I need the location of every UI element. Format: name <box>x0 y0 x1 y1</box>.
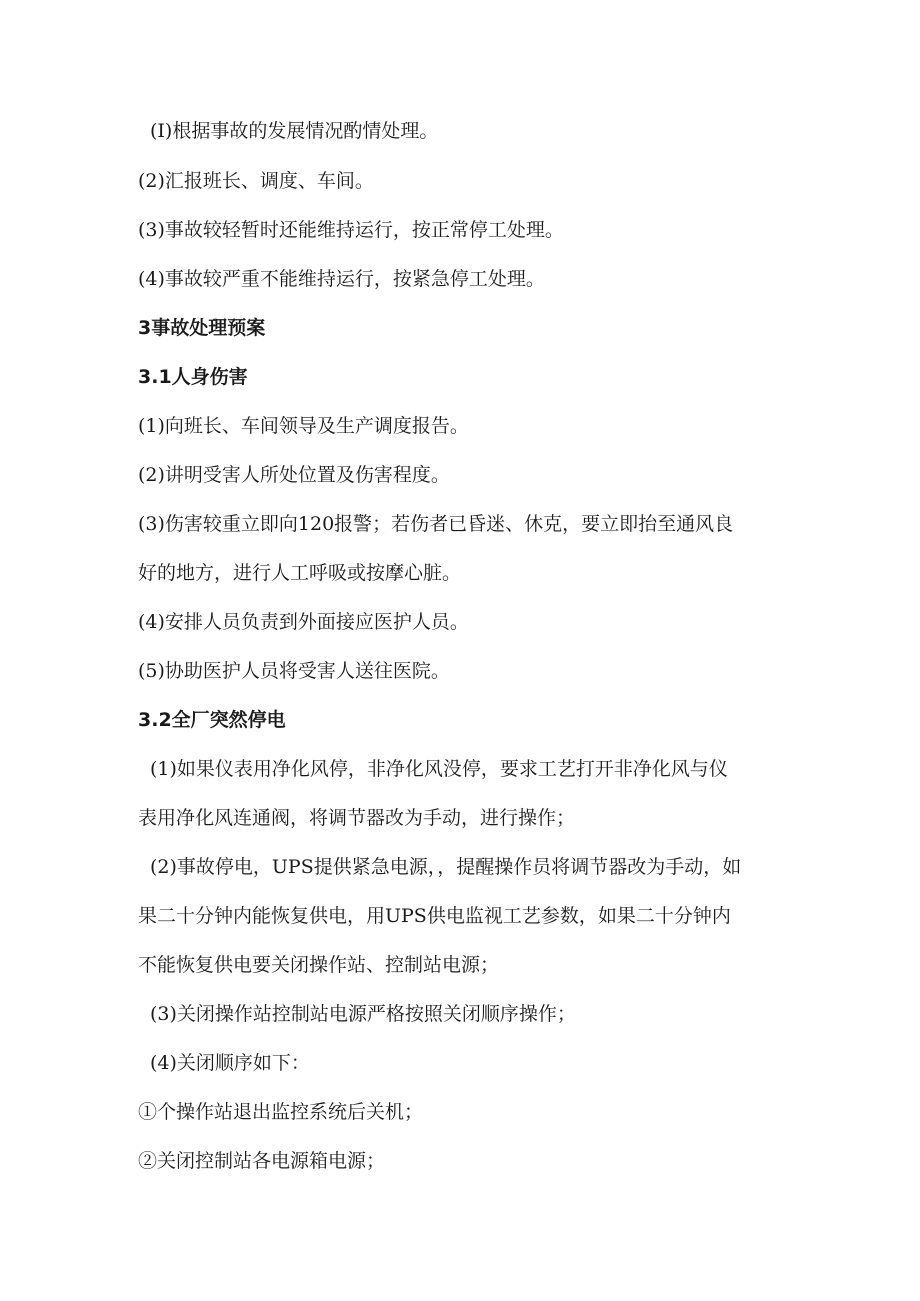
list-item: (2)事故停电，UPS提供紧急电源，，提醒操作员将调节器改为手动，如 <box>150 856 742 878</box>
list-item: (4)安排人员负责到外面接应医护人员。 <box>138 611 469 633</box>
list-item-continuation: 不能恢复供电要关闭操作站、控制站电源； <box>138 954 500 976</box>
list-item-continuation: 好的地方，进行人工呼吸或按摩心脏。 <box>138 562 462 584</box>
list-item: (5)协助医护人员将受害人送往医院。 <box>138 660 450 682</box>
subsection-heading: 3.2全厂突然停电 <box>138 709 286 731</box>
list-item: (3)关闭操作站控制站电源严格按照关闭顺序操作； <box>150 1003 576 1025</box>
list-item: ①个操作站退出监控系统后关机； <box>138 1101 424 1123</box>
list-item: (2)讲明受害人所处位置及伤害程度。 <box>138 464 450 486</box>
subsection-heading: 3.1人身伤害 <box>138 366 248 388</box>
list-item: (3)伤害较重立即向120报警；若伤者已昏迷、休克，要立即抬至通风良 <box>138 513 734 535</box>
list-item: (3)事故较轻暂时还能维持运行，按正常停工处理。 <box>138 219 564 241</box>
section-heading: 3事故处理预案 <box>138 317 266 339</box>
list-item-continuation: 果二十分钟内能恢复供电，用UPS供电监视工艺参数，如果二十分钟内 <box>138 905 731 927</box>
list-item: (4)关闭顺序如下： <box>150 1052 310 1074</box>
list-item-continuation: 表用净化风连通阀，将调节器改为手动，进行操作； <box>138 807 576 829</box>
list-item: (1)如果仪表用净化风停，非净化风没停，要求工艺打开非净化风与仪 <box>150 758 728 780</box>
list-item: (2)汇报班长、调度、车间。 <box>138 170 374 192</box>
list-item: (1)向班长、车间领导及生产调度报告。 <box>138 415 469 437</box>
list-item: ②关闭控制站各电源箱电源； <box>138 1150 386 1172</box>
list-item: (I)根据事故的发展情况酌情处理。 <box>150 120 439 142</box>
list-item: (4)事故较严重不能维持运行，按紧急停工处理。 <box>138 268 545 290</box>
